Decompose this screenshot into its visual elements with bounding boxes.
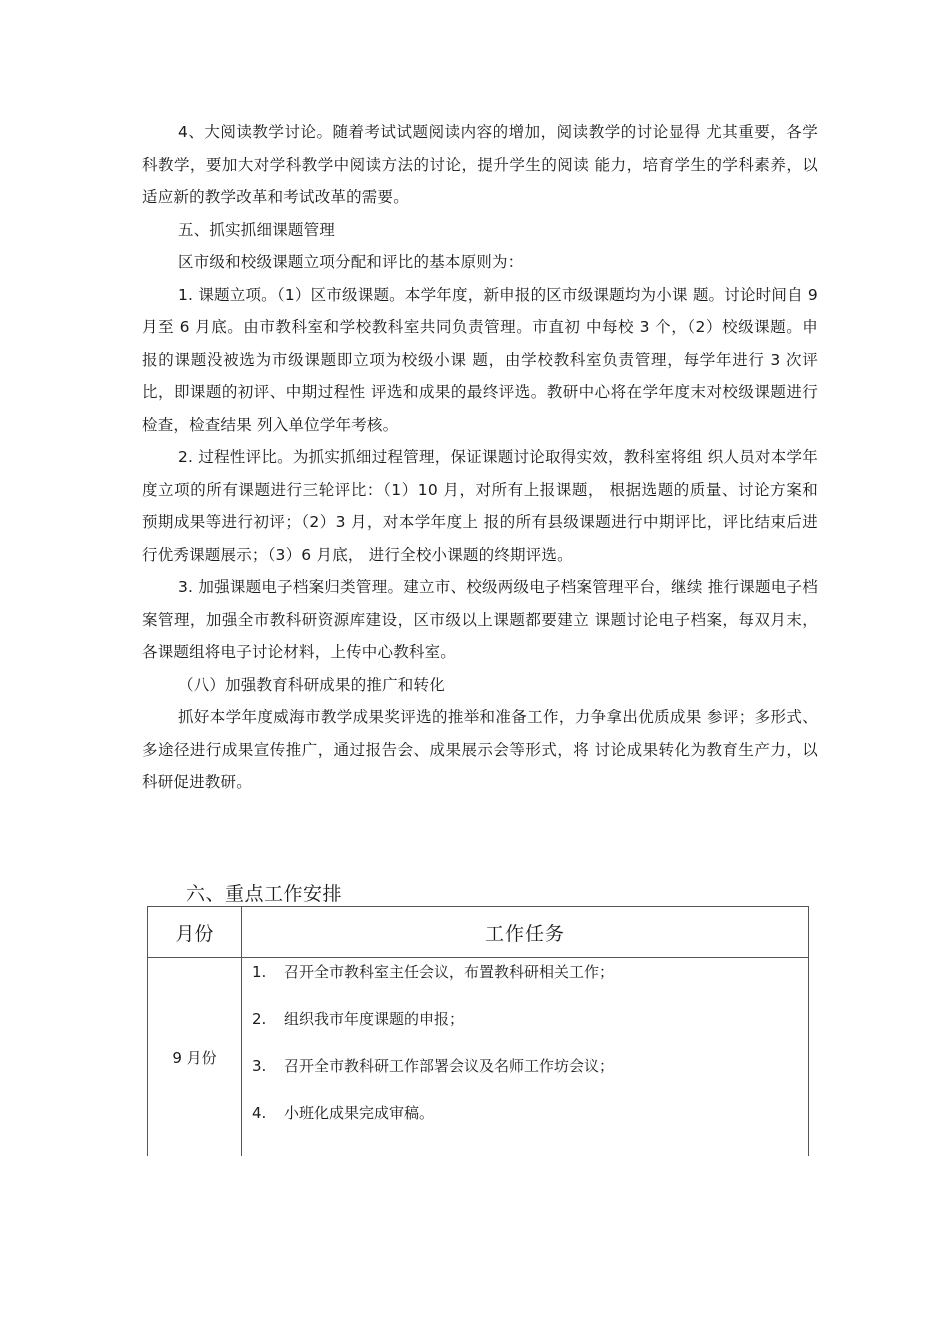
paragraph: 抓好本学年度威海市教学成果奖评选的推举和准备工作，力争拿出优质成果 参评；多形式、多途径进行成果宣传推广，通过报告会、成果展示会等形式，将 讨论成果转化为教育生产力，以科研促进教研。 [142, 708, 818, 791]
schedule-title: 六、重点工作安排 [186, 883, 343, 905]
paragraph: 4、大阅读教学讨论。随着考试试题阅读内容的增加，阅读教学的讨论显得 尤其重要，各学科教学，要加大对学科教学中阅读方法的讨论，提升学生的阅读 能力，培育学生的学科素养，以适应新的教学改革和考试改革的需要。 [142, 123, 818, 206]
task-number: 4. [252, 1104, 267, 1122]
table-row [148, 958, 809, 1157]
task-item [252, 962, 808, 983]
task-item [252, 1009, 808, 1030]
task-text: 组织我市年度课题的申报； [284, 1010, 465, 1028]
paragraph: 3. 加强课题电子档案归类管理。建立市、校级两级电子档案管理平台，继续 推行课题电子档案管理，加强全市教科研资源库建设，区市级以上课题都要建立 课题讨论电子档案，每双月末，各课题组将电子讨论材料，上传中心教科室。 [142, 578, 818, 661]
paragraph: 1. 课题立项。（1）区市级课题。本学年度，新申报的区市级课题均为小课 题。讨论时间自 9 月至 6 月底。由市教科室和学校教科室共同负责管理。市直初 中每校 3 个，（2）校级课题。申报的课题没被选为市级课题即立项为校级小课 题，由学校教科室负责管理，每学年进行 3 次评比，即课题的初评、中期过程性 评选和成果的最终评选。教研中心将在学年度末对校级课题进行检查，检查结果 列入单位学年考核。 [142, 285, 818, 434]
table-header-row [148, 907, 809, 958]
task-text: 小班化成果完成审稿。 [284, 1104, 435, 1122]
task-number: 2. [252, 1010, 267, 1028]
task-text: 召开全市教科研工作部署会议及名师工作坊会议； [284, 1057, 615, 1075]
task-text: 召开全市教科室主任会议，布置教科研相关工作； [284, 963, 615, 981]
schedule-table [147, 906, 809, 1156]
task-number: 3. [252, 1057, 267, 1075]
paragraph: 2. 过程性评比。为抓实抓细过程管理，保证课题讨论取得实效，教科室将组 织人员对本学年度立项的所有课题进行三轮评比：（1）10 月，对所有上报课题， 根据选题的质量、讨论方案和预期成果等进行初评；（2）3 月，对本学年度上 报的所有县级课题进行中期评比，评比结束后进行优秀课题展示；（3）6 月底， 进行全校小课题的终期评选。 [142, 448, 818, 564]
paragraph: 区市级和校级课题立项分配和评比的基本原则为： [178, 253, 524, 271]
task-item [252, 1103, 808, 1124]
subsection-heading: （八）加强教育科研成果的推广和转化 [178, 675, 445, 694]
section-heading: 五、抓实抓细课题管理 [178, 220, 336, 239]
task-item [252, 1056, 808, 1077]
header-month: 月份 [148, 907, 242, 958]
month-cell: 9 月份 [148, 958, 242, 1157]
task-number: 1. [252, 963, 267, 981]
task-cell [242, 958, 809, 1157]
header-task: 工作任务 [242, 907, 809, 958]
body-text [142, 116, 818, 799]
